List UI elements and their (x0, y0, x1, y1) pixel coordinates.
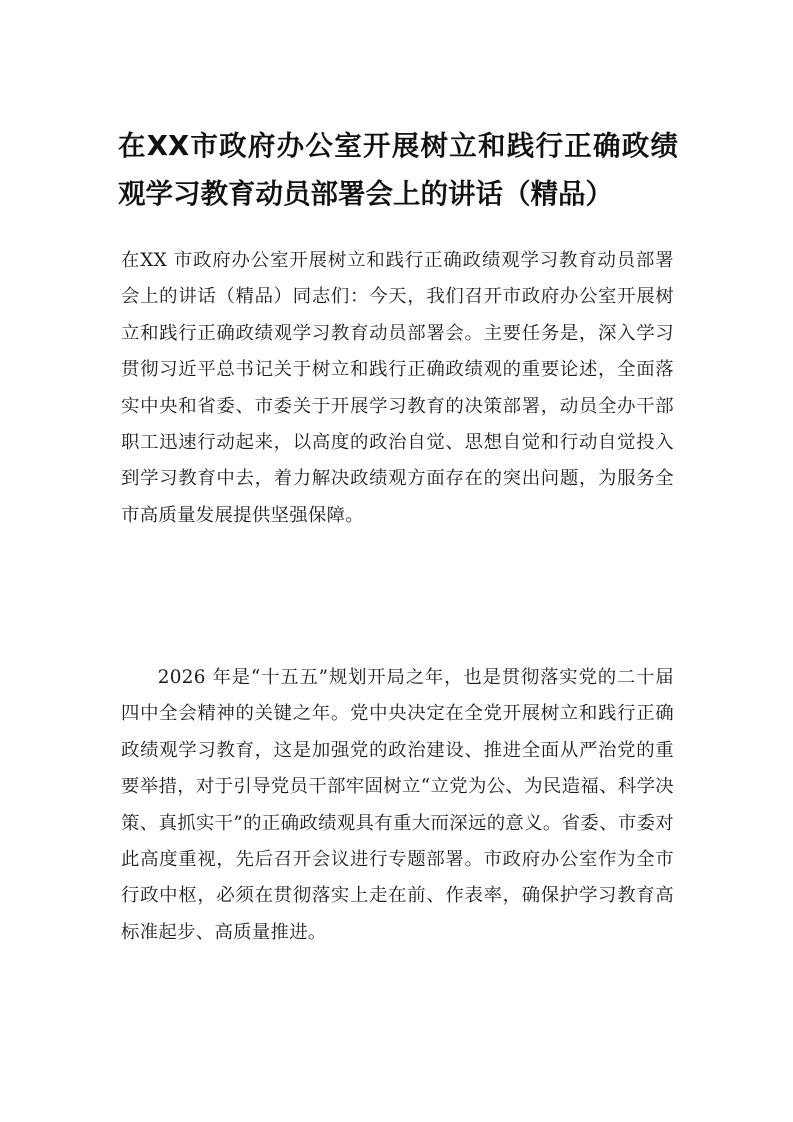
body-paragraph-2: 2026 年是“十五五”规划开局之年，也是贯彻落实党的二十届四中全会精神的关键之年。党中央决定在全党开展树立和践行正确政绩观学习教育，这是加强党的政治建设、推进全面从严治党的重要举措，对于引导党员干部牢固树立“立党为公、为民造福、科学决策、真抓实干”的正确政绩观具有重大而深远的意义。省委、市委对此高度重视，先后召开会议进行专题部署。市政府办公室作为全市行政中枢，必须在贯彻落实上走在前、作表率，确保护学习教育高标准起步、高质量推进。 (121, 667, 674, 943)
document-title: 在XX市政府办公室开展树立和践行正确政绩观学习教育动员部署会上的讲话（精品） (118, 130, 678, 210)
body-paragraph-1: 在XX 市政府办公室开展树立和践行正确政绩观学习教育动员部署会上的讲话（精品）同志们：今天，我们召开市政府办公室开展树立和践行正确政绩观学习教育动员部署会。主要任务是，深入学习贯彻习近平总书记关于树立和践行正确政绩观的重要论述，全面落实中央和省委、市委关于开展学习教育的决策部署，动员全办干部职工迅速行动起来，以高度的政治自觉、思想自觉和行动自觉投入到学习教育中去，着力解决政绩观方面存在的突出问题，为服务全市高质量发展提供坚强保障。 (121, 250, 674, 526)
